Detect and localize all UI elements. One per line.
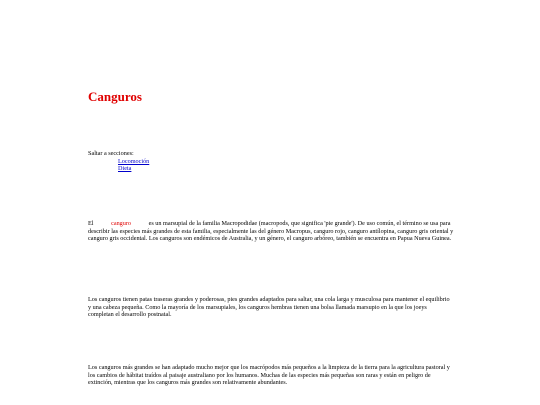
habitat-paragraph: Los canguros más grandes se han adaptado mucho mejor que los macrópodos más pequeños a la limpieza de la tierra para la agricultura pastoral y los cambios de hábitat traídos al paisaje australiano por los humanos. Muchas de las especies más pequeñas son raras y están en peligro de extinción, mientras que los canguros más grandes son relativamente abundantes. [88, 364, 450, 386]
anatomy-paragraph: Los canguros tienen patas traseras grandes y poderosas, pies grandes adaptados para saltar, una cola larga y musculosa para mantener el equilibrio y una cabeza pequeña. Como la mayoría de los marsupiales, los canguros hembras tienen una bolsa llamada marsupio en la que los joeys completan el desarrollo postnatal. [88, 296, 450, 318]
intro-body: es un marsupial de la familia Macropodidae (macropods, que significa 'pie grande'). De uso común, el término se usa para describir las especies más grandes de esta familia, especialmente las del género Macropus, canguro rojo, canguro antílopina, canguro gris oriental y canguro gris occidental. Los canguros son endémicos de Australia, y un género, el canguro arbóreo, también se encuentra en Papua Nueva Guinea. [88, 220, 454, 242]
intro-paragraph [88, 220, 454, 243]
section-links [88, 158, 149, 173]
skip-label: Saltar a secciones: [88, 150, 134, 157]
link-locomocion[interactable]: Locomoción [118, 157, 150, 165]
highlighted-term: canguro [111, 220, 132, 227]
intro-prefix: El [88, 220, 94, 227]
section-link-item [118, 158, 149, 166]
section-link-item [118, 165, 149, 173]
link-dieta[interactable]: Dieta [118, 165, 132, 172]
page-title: Canguros [88, 89, 142, 104]
skip-to-sections [88, 150, 149, 173]
